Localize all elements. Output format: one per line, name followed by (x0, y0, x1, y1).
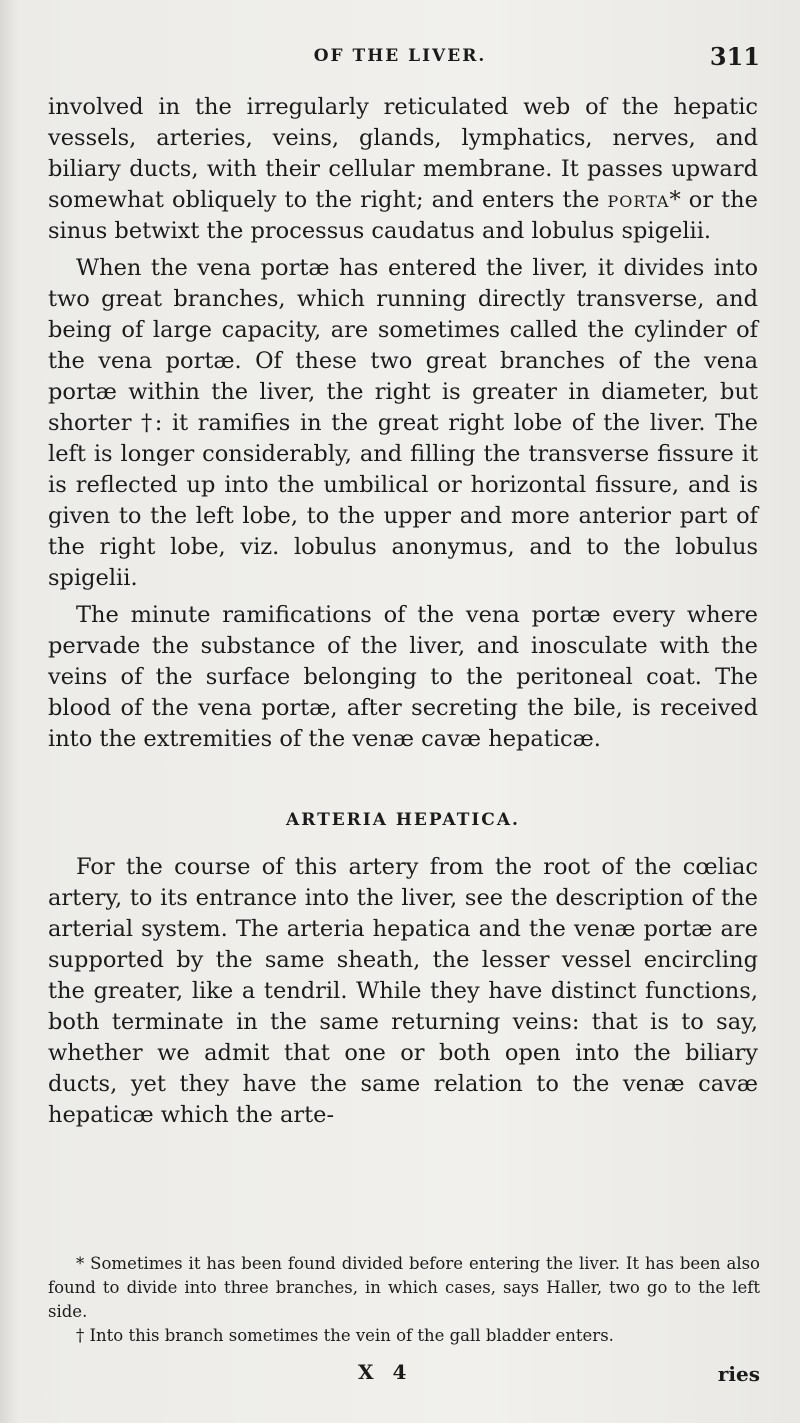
paragraph-arteria-hepatica: For the course of this artery from the root of the cœliac artery, to its entrance into the liver, see the description of the arterial system. The arteria hepatica and the venæ portæ are supported by the same sheath, the lesser vessel encircling the greater, like a tendril. While they have distinct functions, both terminate in the same returning veins: that is to say, whether we admit that one or both open into the biliary ducts, yet they have the same relation to the venæ cavæ hepaticæ which the arte- (48, 854, 758, 1128)
porta-term: porta (607, 187, 670, 213)
running-title: OF THE LIVER. (313, 46, 487, 66)
signature-mark: X 4 (358, 1360, 413, 1384)
footnote-dagger: † Into this branch sometimes the vein of the gall bladder enters. (76, 1326, 614, 1345)
paragraph-continuation (48, 92, 758, 247)
paragraph-text: * or the sinus betwixt the processus caudatus and lobulus spigelii. (48, 187, 758, 244)
page-header (40, 40, 760, 84)
footnotes (48, 1252, 760, 1348)
paragraph-vena-portae: When the vena portæ has entered the liver, it divides into two great branches, which running directly transverse, and being of large capacity, are sometimes called the cylinder of the vena portæ. Of these two great branches of the vena portæ within the liver, the right is greater in diameter, but shorter †: it ramifies in the great right lobe of the liver. The left is longer considerably, and filling the transverse fissure it is reflected up into the umbilical or horizontal fissure, and is given to the left lobe, to the upper and more anterior part of the right lobe, viz. lobulus anonymus, and to the lobulus spigelii. (48, 255, 758, 591)
page-number: 311 (709, 42, 760, 71)
paragraph-text: involved in the irregularly reticulated web of the hepatic vessels, arteries, veins, glands, lymphatics, nerves, and biliary ducts, with their cellular membrane. It passes upward somewhat obliquely to the right; and enters the (48, 94, 758, 213)
body-text (48, 92, 758, 1131)
paragraph-ramifications: The minute ramifications of the vena portæ every where pervade the substance of the liver, and inosculate with the veins of the surface belonging to the peritoneal coat. The blood of the vena portæ, after secreting the bile, is received into the extremities of the venæ cavæ hepaticæ. (48, 602, 758, 752)
section-heading: ARTERIA HEPATICA. (286, 810, 520, 830)
catchword: ries (717, 1362, 760, 1386)
footnote-asterisk: * Sometimes it has been found divided before entering the liver. It has been also found to divide into three branches, in which cases, says Haller, two go to the left side. (48, 1254, 760, 1321)
page-footer (48, 1360, 760, 1396)
